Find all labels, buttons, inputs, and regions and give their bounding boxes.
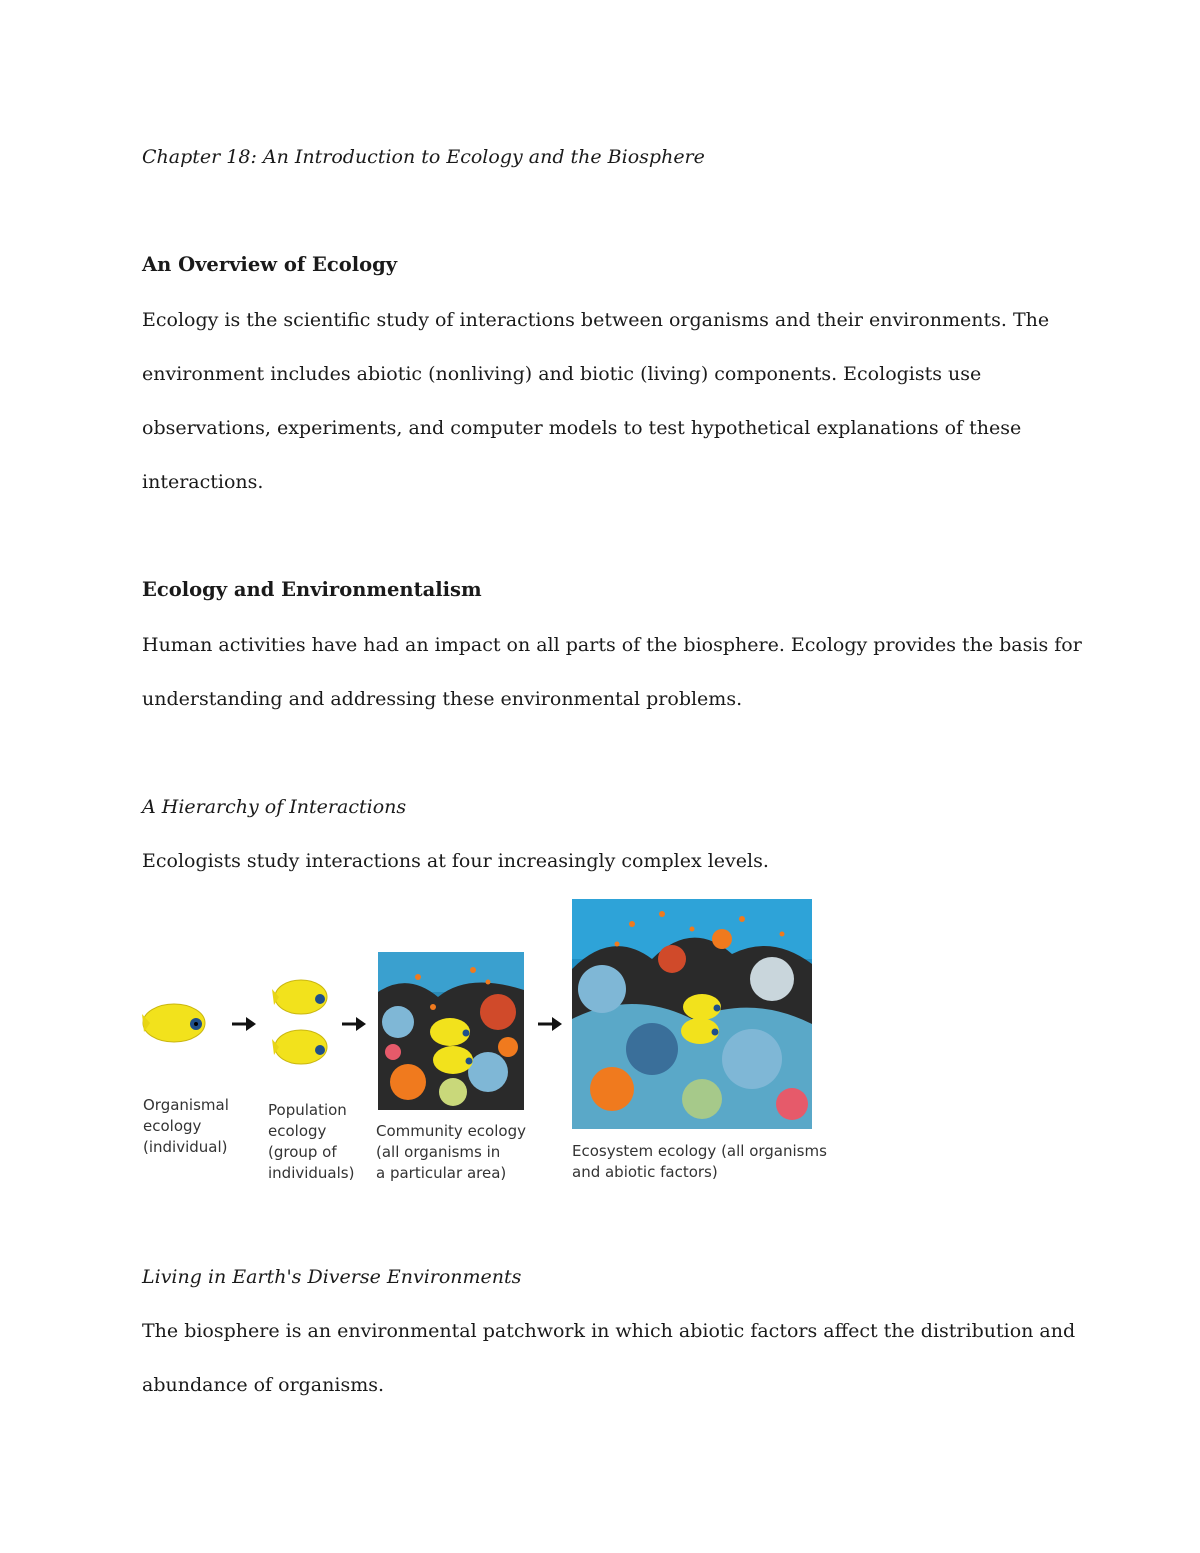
caption-line: (group of: [268, 1143, 337, 1161]
arrow-right-icon: [536, 1015, 564, 1033]
caption-line: and abiotic factors): [572, 1163, 718, 1181]
paragraph-line: Ecology is the scientific study of interactions between organisms and their environments. The: [142, 309, 1050, 331]
caption-line: ecology: [143, 1117, 202, 1135]
caption-ecosystem: [572, 1141, 827, 1183]
section-heading-environments: Living in Earth's Diverse Environments: [142, 1266, 522, 1288]
caption-line: (individual): [143, 1138, 228, 1156]
caption-organismal: [143, 1095, 229, 1158]
community-reef-image: [378, 952, 524, 1110]
paragraph-line: The biosphere is an environmental patchwork in which abiotic factors affect the distribution and: [142, 1320, 1076, 1342]
paragraph-line: interactions.: [142, 471, 264, 493]
caption-line: Population: [268, 1101, 347, 1119]
paragraph-line: Ecologists study interactions at four increasingly complex levels.: [142, 850, 769, 872]
section-heading-hierarchy: A Hierarchy of Interactions: [142, 796, 407, 818]
caption-line: Ecosystem ecology (all organisms: [572, 1142, 827, 1160]
caption-community: [376, 1121, 526, 1184]
paragraph-line: understanding and addressing these environmental problems.: [142, 688, 743, 710]
arrow-right-icon: [230, 1015, 258, 1033]
paragraph-line: observations, experiments, and computer models to test hypothetical explanations of these: [142, 417, 1022, 439]
paragraph-line: abundance of organisms.: [142, 1374, 385, 1396]
paragraph-line: environment includes abiotic (nonliving) and biotic (living) components. Ecologists use: [142, 363, 982, 385]
caption-line: (all organisms in: [376, 1143, 501, 1161]
caption-line: ecology: [268, 1122, 327, 1140]
arrow-right-icon: [340, 1015, 368, 1033]
caption-line: Community ecology: [376, 1122, 526, 1140]
fish-population-image: [271, 975, 331, 1075]
caption-line: individuals): [268, 1164, 355, 1182]
ecology-levels-figure: [138, 895, 828, 1195]
fish-individual-image: [140, 1000, 210, 1045]
chapter-title: Chapter 18: An Introduction to Ecology and the Biosphere: [142, 146, 705, 168]
caption-line: Organismal: [143, 1096, 229, 1114]
caption-line: a particular area): [376, 1164, 507, 1182]
caption-population: [268, 1100, 354, 1184]
section-heading-overview: An Overview of Ecology: [142, 253, 398, 276]
paragraph-line: Human activities have had an impact on all parts of the biosphere. Ecology provides the basis for: [142, 634, 1082, 656]
section-heading-environmentalism: Ecology and Environmentalism: [142, 578, 482, 601]
ecosystem-reef-image: [572, 899, 812, 1129]
